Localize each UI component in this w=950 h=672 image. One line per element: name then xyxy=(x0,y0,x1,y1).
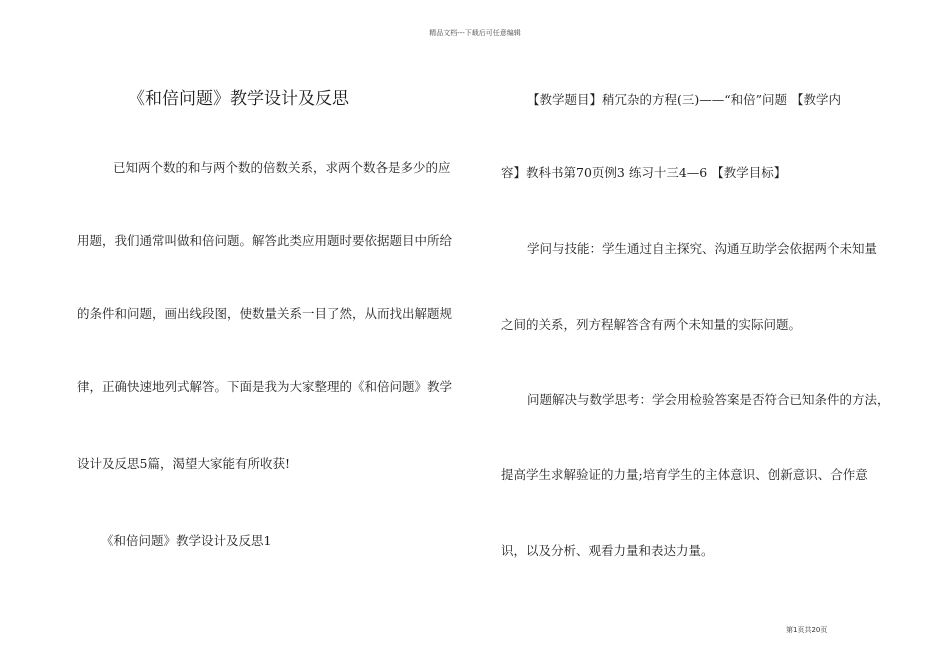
document-title: 《和倍问题》教学设计及反思 xyxy=(128,89,349,109)
page-header: 精品文档---下载后可任意编辑 xyxy=(429,29,521,37)
left-paragraph-line: 用题，我们通常叫做和倍问题。解答此类应用题时要依据题目中所给 xyxy=(77,233,453,248)
right-paragraph-line: 学问与技能：学生通过自主探究、沟通互助学会依据两个未知量 xyxy=(527,241,878,256)
right-paragraph-line: 提高学生求解验证的力量;培育学生的主体意识、创新意识、合作意 xyxy=(501,467,868,482)
section-heading: 《和倍问题》教学设计及反思1 xyxy=(101,533,272,548)
right-paragraph-line: 容】教科书第70页例3 练习十三4—6 【教学目标】 xyxy=(501,165,787,180)
right-paragraph-line: 识，以及分析、观看力量和表达力量。 xyxy=(501,543,714,558)
right-paragraph-line: 问题解决与数学思考：学会用检验答案是否符合已知条件的方法， xyxy=(527,392,890,407)
left-paragraph-line: 已知两个数的和与两个数的倍数关系，求两个数各是多少的应 xyxy=(113,160,451,175)
left-paragraph-line: 的条件和问题，画出线段图，使数量关系一目了然，从而找出解题规 xyxy=(77,306,453,321)
right-paragraph-line: 【教学题目】稍冗杂的方程(三)——“和倍”问题 【教学内 xyxy=(527,92,842,107)
left-paragraph-line: 设计及反思5篇，渴望大家能有所收获! xyxy=(77,456,290,471)
page-number: 第1页共20页 xyxy=(786,626,828,634)
right-paragraph-line: 之间的关系，列方程解答含有两个未知量的实际问题。 xyxy=(501,317,802,332)
left-paragraph-line: 律，正确快速地列式解答。下面是我为大家整理的《和倍问题》教学 xyxy=(77,379,453,394)
